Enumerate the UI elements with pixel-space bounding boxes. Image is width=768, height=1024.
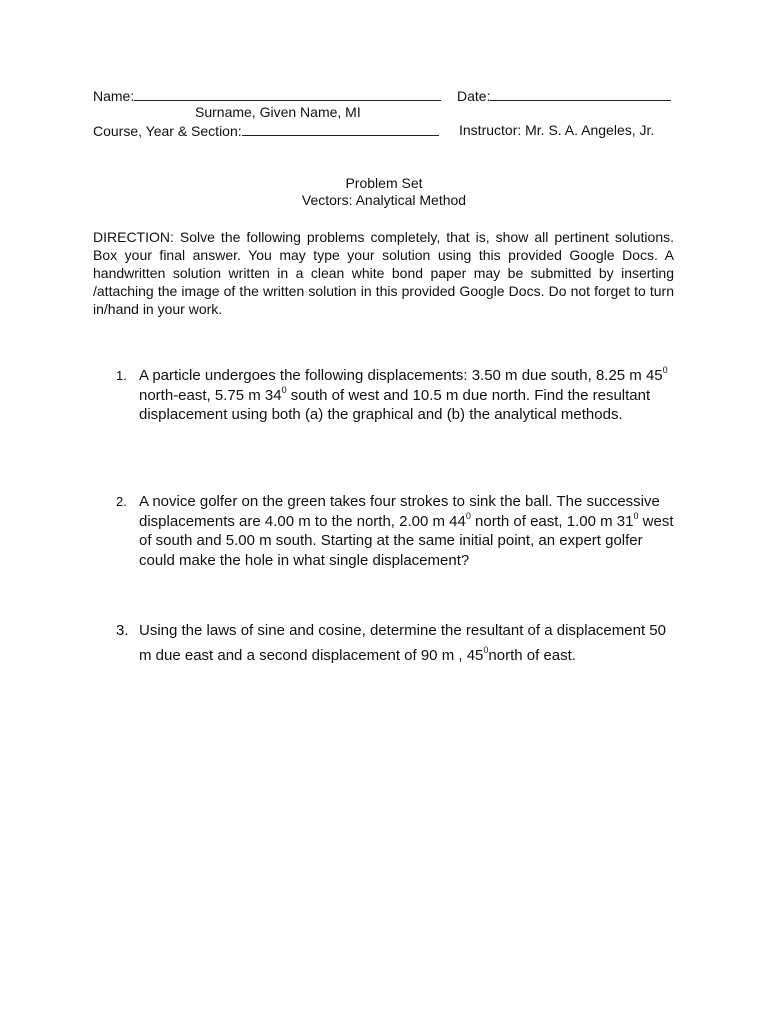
problem-number: 2. <box>116 494 127 509</box>
course-label: Course, Year & Section: <box>93 123 242 139</box>
instructor-text: Instructor: Mr. S. A. Angeles, Jr. <box>459 122 655 138</box>
problem-number: 1. <box>116 368 127 383</box>
problem-text: A particle undergoes the following displacements: 3.50 m due south, 8.25 m $45^0$ north-east, 5.75 m $34^0$ south of west and 10.5 m due north. Find the resultant displacement using both (a) the graphical and (b) the analytical methods. <box>139 365 668 423</box>
name-label: Name: <box>93 88 135 104</box>
direction-paragraph: DIRECTION: Solve the following problems completely, that is, show all pertinent solutions. Box your final answer. You may type your solution using this provided Google Docs. A handwritten solution written in a clean white bond paper may be submitted by inserting /attaching the image of the written solution in this provided Google Docs. Do not forget to turn in/hand in your work. <box>93 229 674 317</box>
name-hint: Surname, Given Name, MI <box>195 104 361 120</box>
problem-item <box>116 366 676 425</box>
problem-item <box>116 492 676 570</box>
name-blank[interactable] <box>134 87 441 101</box>
course-blank[interactable] <box>242 122 439 136</box>
page-title: Problem Set <box>345 175 423 191</box>
date-blank[interactable] <box>490 87 671 101</box>
problem-item <box>116 618 676 668</box>
problem-text: Using the laws of sine and cosine, determine the resultant of a displacement 50 m due east and a second displacement of 90 m , $45^0north$ of east. <box>139 622 666 664</box>
date-row <box>457 87 671 105</box>
name-row <box>93 87 441 105</box>
page-subtitle: Vectors: Analytical Method <box>301 192 467 208</box>
date-label: Date: <box>457 88 491 104</box>
course-row <box>93 122 439 140</box>
problem-text: A novice golfer on the green takes four strokes to sink the ball. The successive displacements are 4.00 m to the north, 2.00 m $44^0$ north of east, 1.00 m $31^0$ west of south and 5.00 m south. Starting at the same initial point, an expert golfer could make the hole in what single displacement? <box>139 493 674 569</box>
problem-number: 3. <box>116 622 129 639</box>
